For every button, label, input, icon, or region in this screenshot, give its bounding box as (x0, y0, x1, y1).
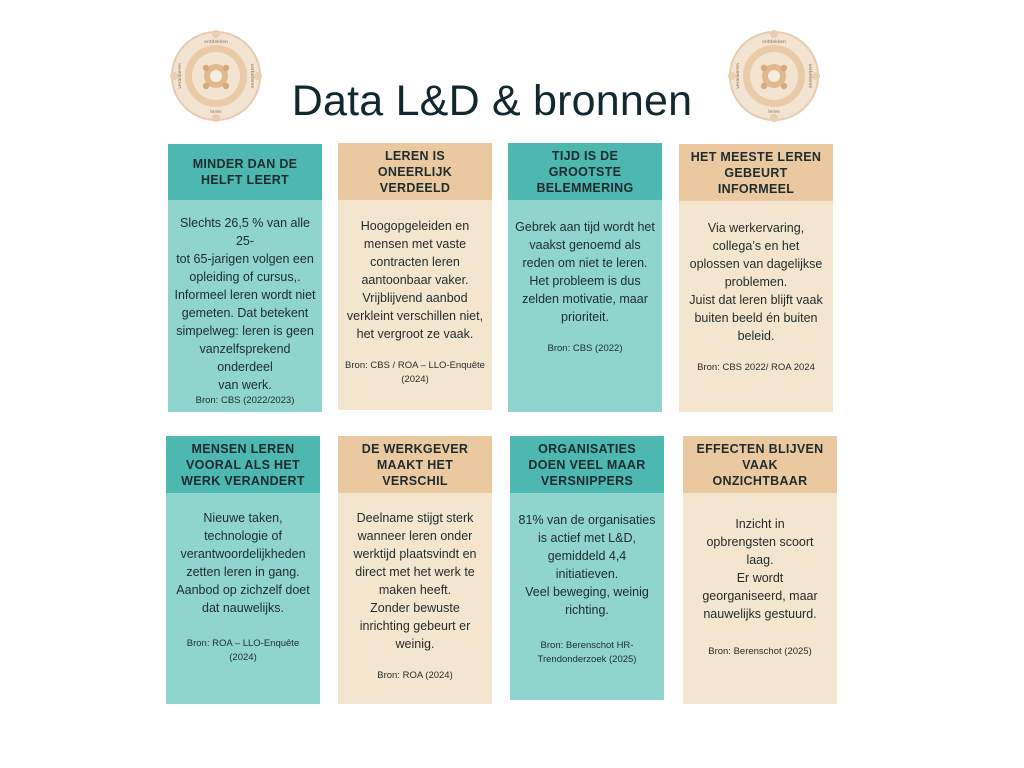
card-text: Hoogopgeleiden en mensen met vaste contracten leren aantoonbaar vaker. Vrijblijvend aanbod verkleint verschillen niet, het vergroot ze vaak. (346, 219, 484, 341)
card-text: 81% van de organisaties is actief met L&D, gemiddeld 4,4 initiatieven. Veel beweging, weinig richting. (518, 513, 656, 617)
emblem-label-top: ontdekken (762, 40, 786, 45)
card-heading: LEREN IS ONEERLIJK VERDEELD (338, 143, 492, 200)
learning-cycle-emblem-icon (170, 30, 262, 122)
emblem-label-bottom: leren (210, 110, 222, 115)
card-heading: ORGANISATIES DOEN VEEL MAAR VERSNIPPERS (510, 436, 664, 493)
emblem-label-left: verankeren (178, 63, 183, 89)
emblem-label-bottom: leren (768, 110, 780, 115)
card-body (168, 200, 322, 412)
learning-cycle-emblem-icon (728, 30, 820, 122)
card-text: Gebrek aan tijd wordt het vaakst genoemd als reden om niet te leren. Het probleem is dus zelden motivatie, maar prioriteit. (515, 220, 655, 324)
card-source: Bron: ROA – LLO-Enquête (2024) (186, 638, 300, 663)
card-text: Slechts 26,5 % van alle 25- tot 65-jarigen volgen een opleiding of cursus,. Informeel leren wordt niet gemeten. Dat betekent simpelweg: leren is geen vanzelfsprekend onderdeel van werk. (174, 216, 316, 392)
stat-card (166, 436, 320, 704)
emblem-label-top: ontdekken (204, 40, 228, 45)
card-source: Bron: CBS 2022/ ROA 2024 (697, 362, 815, 373)
stat-card (683, 436, 837, 704)
card-heading: HET MEESTE LEREN GEBEURT INFORMEEL (679, 144, 833, 201)
card-text: Deelname stijgt sterk wanneer leren onder werktijd plaatsvindt en direct met het werk te maken heeft. Zonder bewuste inrichting gebeurt er weinig. (353, 511, 477, 651)
card-text: Nieuwe taken, technologie of verantwoordelijkheden zetten leren in gang. Aanbod op zichzelf doet dat nauwelijks. (176, 511, 310, 615)
emblem-label-right: verbeteren (807, 63, 812, 89)
card-text: Inzicht in opbrengsten scoort laag. Er wordt georganiseerd, maar nauwelijks gestuurd. (702, 517, 818, 621)
card-source: Bron: CBS / ROA – LLO-Enquête (2024) (345, 360, 485, 385)
card-source: Bron: CBS (2022/2023) (195, 395, 295, 406)
card-source: Bron: Berenschot (2025) (708, 646, 812, 657)
card-heading: DE WERKGEVER MAAKT HET VERSCHIL (338, 436, 492, 493)
card-heading: EFFECTEN BLIJVEN VAAK ONZICHTBAAR (683, 436, 837, 493)
card-body (338, 200, 492, 410)
card-text: Via werkervaring, collega’s en het oplossen van dagelijkse problemen. Juist dat leren blijft vaak buiten beeld én buiten beleid. (689, 221, 823, 343)
emblem-label-left: verankeren (736, 63, 741, 89)
card-body (508, 200, 662, 412)
stat-card (679, 144, 833, 412)
card-heading: TIJD IS DE GROOTSTE BELEMMERING (508, 143, 662, 200)
card-heading: MINDER DAN DE HELFT LEERT (168, 144, 322, 200)
stat-card (168, 144, 322, 412)
card-source: Bron: ROA (2024) (377, 670, 453, 681)
card-body (166, 493, 320, 704)
stat-card (508, 143, 662, 412)
page-title: Data L&D & bronnen (291, 76, 693, 125)
card-body (510, 493, 664, 700)
card-body (338, 493, 492, 704)
card-body (683, 493, 837, 704)
card-heading: MENSEN LEREN VOORAL ALS HET WERK VERANDERT (166, 436, 320, 493)
stat-card (338, 436, 492, 704)
card-source: Bron: CBS (2022) (547, 343, 623, 354)
card-source: Bron: Berenschot HR- Trendonderzoek (2025) (537, 640, 637, 665)
emblem-label-right: verbeteren (249, 63, 254, 89)
stat-card (510, 436, 664, 700)
stat-card (338, 143, 492, 410)
card-body (679, 201, 833, 412)
